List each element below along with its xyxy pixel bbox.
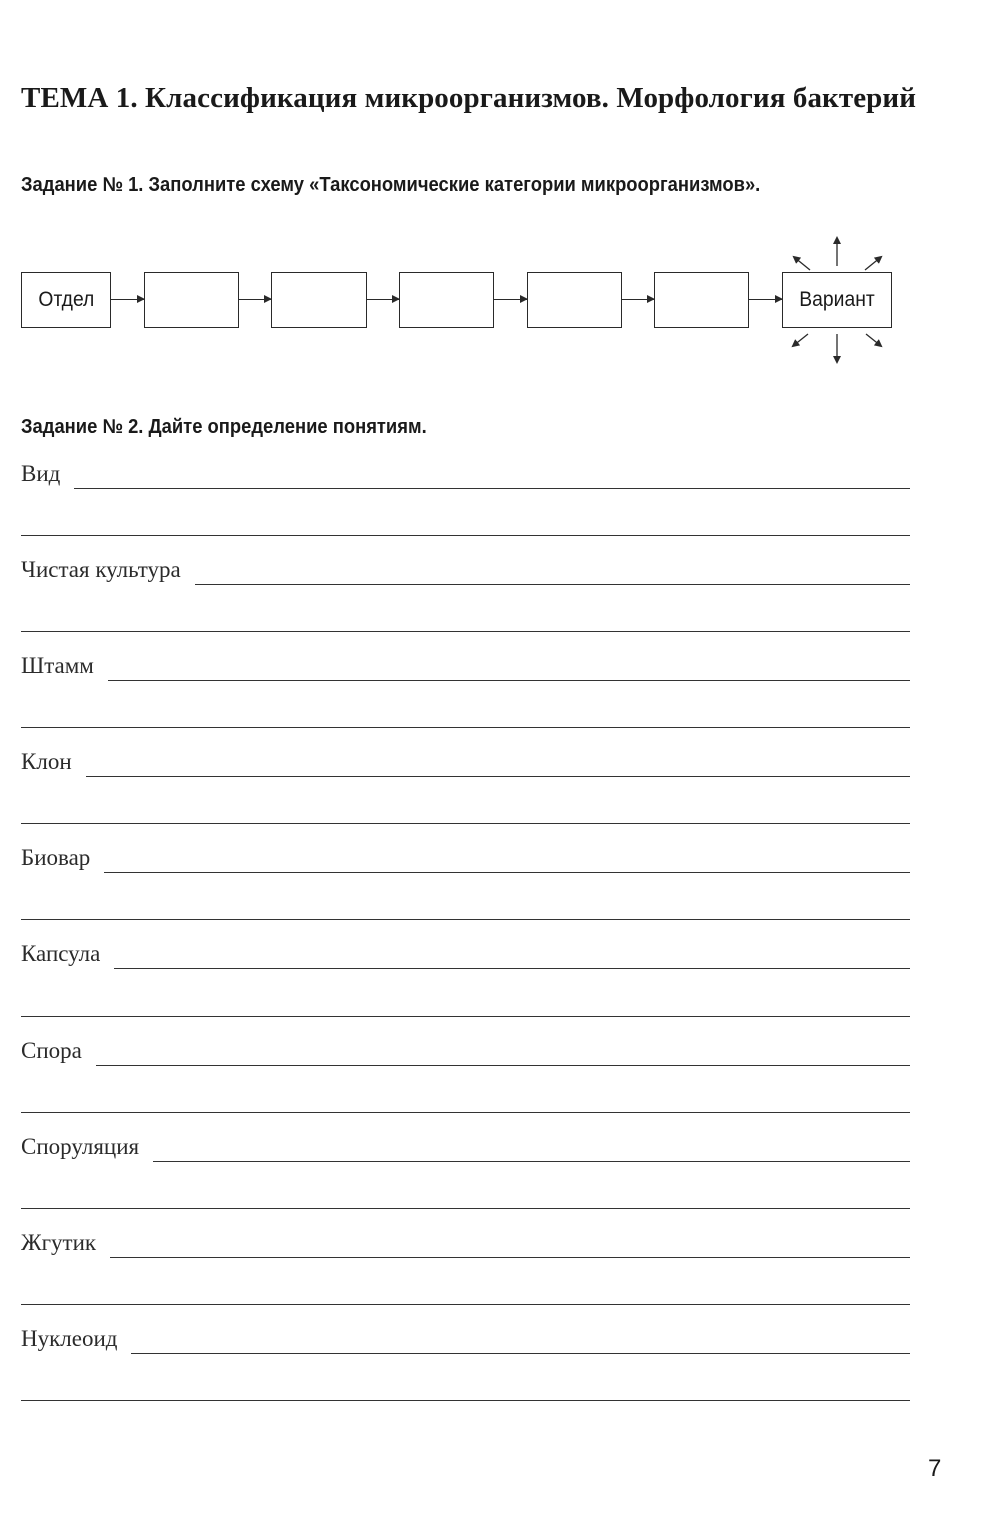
ray-up-left [794, 257, 810, 270]
scheme-arrow [494, 299, 527, 300]
scheme-arrow [239, 299, 271, 300]
answer-line[interactable] [108, 679, 910, 681]
ray-down-right [866, 334, 881, 346]
scheme-box-first-label: Отдел [38, 288, 94, 311]
answer-line[interactable] [110, 1256, 910, 1258]
scheme-box-first [21, 272, 111, 328]
answer-line[interactable] [21, 535, 910, 536]
ray-down-left [793, 334, 808, 346]
answer-line[interactable] [21, 1208, 910, 1209]
answer-line[interactable] [21, 1016, 910, 1017]
answer-line[interactable] [153, 1160, 910, 1162]
term-label: Споруляция [21, 1134, 140, 1159]
ray-up-right [865, 257, 881, 270]
scheme-blank-box[interactable] [654, 272, 749, 328]
answer-line[interactable] [131, 1352, 910, 1354]
answer-line[interactable] [74, 487, 910, 489]
definition-row [21, 558, 910, 585]
task1-heading: Задание № 1. Заполните схему «Таксономические категории микроорганизмов». [21, 174, 761, 196]
term-label: Капсула [21, 941, 101, 966]
answer-line[interactable] [104, 871, 910, 873]
term-label: Жгутик [21, 1230, 97, 1255]
definition-row [21, 654, 910, 681]
scheme-arrow [367, 299, 399, 300]
answer-line[interactable] [114, 967, 910, 969]
scheme-arrow [622, 299, 654, 300]
scheme-blank-box[interactable] [399, 272, 494, 328]
term-label: Нуклеоид [21, 1326, 118, 1351]
term-label: Клон [21, 749, 72, 774]
term-label: Штамм [21, 653, 94, 678]
scheme-blank-box[interactable] [527, 272, 622, 328]
definition-row [21, 462, 910, 489]
definition-row [21, 1135, 910, 1162]
answer-line[interactable] [195, 583, 910, 585]
scheme-blank-box[interactable] [144, 272, 239, 328]
term-label: Вид [21, 461, 61, 486]
definition-row [21, 846, 910, 873]
scheme-blank-box[interactable] [271, 272, 367, 328]
scheme-arrow [111, 299, 144, 300]
answer-line[interactable] [96, 1064, 910, 1066]
scheme-arrow [749, 299, 782, 300]
definition-row [21, 1327, 910, 1354]
definition-row [21, 1231, 910, 1258]
definition-row [21, 750, 910, 777]
answer-line[interactable] [86, 775, 910, 777]
term-label: Спора [21, 1038, 82, 1063]
page-number: 7 [928, 1455, 942, 1482]
answer-line[interactable] [21, 1304, 910, 1305]
answer-line[interactable] [21, 727, 910, 728]
answer-line[interactable] [21, 1112, 910, 1113]
answer-line[interactable] [21, 631, 910, 632]
answer-line[interactable] [21, 1400, 910, 1401]
definition-row [21, 942, 910, 969]
answer-line[interactable] [21, 919, 910, 920]
radiating-arrows [780, 230, 900, 370]
term-label: Биовар [21, 845, 91, 870]
task2-heading: Задание № 2. Дайте определение понятиям. [21, 416, 427, 438]
scheme-box-last-label: Вариант [799, 288, 875, 311]
answer-line[interactable] [21, 823, 910, 824]
definition-row [21, 1039, 910, 1066]
page-title: ТЕМА 1. Классификация микроорганизмов. Морфология бактерий [21, 82, 917, 114]
term-label: Чистая культура [21, 557, 181, 582]
